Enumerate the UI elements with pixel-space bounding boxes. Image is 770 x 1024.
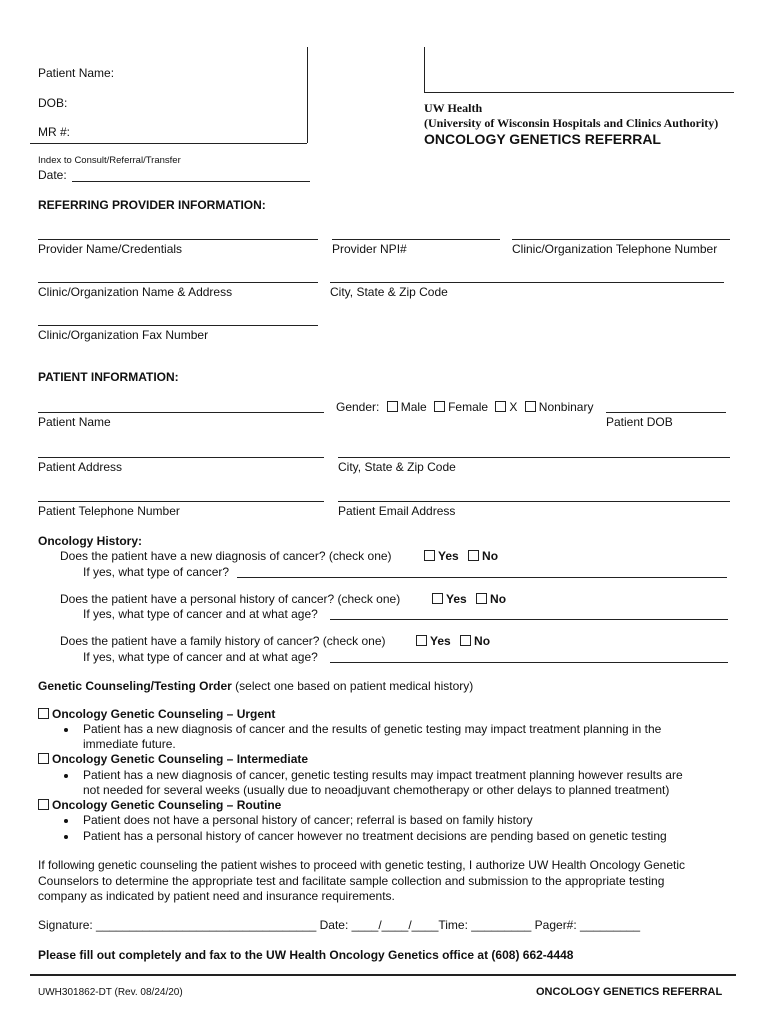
urgent-label: Oncology Genetic Counseling – Urgent	[52, 707, 276, 721]
patient-address-label: Patient Address	[38, 460, 123, 474]
patient-phone-line[interactable]	[38, 501, 324, 502]
clinic-fax-line[interactable]	[38, 325, 318, 326]
q1-follow-line[interactable]	[237, 577, 727, 578]
q2-text: Does the patient have a personal history of cancer? (check one)	[60, 592, 401, 606]
bullet	[64, 774, 68, 778]
oncology-history-heading: Oncology History:	[38, 534, 143, 548]
clinic-name-label: Clinic/Organization Name & Address	[38, 285, 233, 299]
referring-city-label: City, State & Zip Code	[330, 285, 448, 299]
q2-no-label: No	[490, 592, 507, 606]
mr-label: MR #:	[38, 125, 71, 139]
consent-line2: Counselors to determine the appropriate test and facilitate sample collection and submission to the appropriate testing	[38, 874, 665, 888]
patient-name-line[interactable]	[38, 412, 324, 413]
q2-follow-text: If yes, what type of cancer and at what age?	[83, 607, 318, 621]
q3-text: Does the patient have a family history of cancer? (check one)	[60, 634, 386, 648]
bullet	[64, 728, 68, 732]
dob-label: DOB:	[38, 96, 68, 110]
patient-email-line[interactable]	[338, 501, 730, 502]
label-box-bottom-border	[30, 143, 307, 144]
q3-yes-label: Yes	[430, 634, 451, 648]
gender-row	[336, 400, 593, 414]
provider-npi-label: Provider NPI#	[332, 242, 407, 256]
q3-follow-text: If yes, what type of cancer and at what age?	[83, 650, 318, 664]
q1-follow-text: If yes, what type of cancer?	[83, 565, 230, 579]
label-box-right-border	[307, 47, 308, 143]
gender-female-checkbox[interactable]	[434, 401, 445, 412]
bullet	[64, 835, 68, 839]
intermediate-bullet-line1: Patient has a new diagnosis of cancer, genetic testing results may impact treatment planning however results are	[83, 768, 683, 782]
patient-heading: PATIENT INFORMATION:	[38, 370, 179, 384]
q3-no-label: No	[474, 634, 491, 648]
org-box-bottom-border	[424, 92, 734, 93]
gender-nonbinary-label: Nonbinary	[538, 400, 594, 414]
consent-line3: company as indicated by patient need and insurance requirements.	[38, 889, 395, 903]
patient-name-label: Patient Name:	[38, 66, 115, 80]
q2-follow-line[interactable]	[330, 619, 728, 620]
urgent-bullet-line1: Patient has a new diagnosis of cancer and the results of genetic testing may impact treatment planning in the	[83, 722, 662, 736]
fax-instruction: Please fill out completely and fax to the UW Health Oncology Genetics office at (608) 662-4448	[38, 948, 574, 962]
patient-city-line[interactable]	[338, 457, 730, 458]
gender-nonbinary-checkbox[interactable]	[525, 401, 536, 412]
urgent-option	[38, 707, 275, 721]
order-heading-rest: (select one based on patient medical history)	[235, 679, 474, 693]
q2-no-checkbox[interactable]	[476, 593, 487, 604]
q3-no-checkbox[interactable]	[460, 635, 471, 646]
q2-yes-checkbox[interactable]	[432, 593, 443, 604]
intermediate-label: Oncology Genetic Counseling – Intermediate	[52, 752, 309, 766]
patient-dob-line[interactable]	[606, 412, 726, 413]
intermediate-option	[38, 752, 308, 766]
provider-npi-line[interactable]	[332, 239, 500, 240]
clinic-phone-line[interactable]	[512, 239, 730, 240]
q1-yes-label: Yes	[438, 549, 459, 563]
q2-yes-label: Yes	[446, 592, 467, 606]
bullet	[64, 819, 68, 823]
order-heading	[38, 679, 473, 693]
form-title: ONCOLOGY GENETICS REFERRAL	[424, 131, 661, 147]
q2-options	[432, 592, 506, 606]
footer-title: ONCOLOGY GENETICS REFERRAL	[536, 986, 723, 998]
clinic-name-line[interactable]	[38, 282, 318, 283]
gender-male-checkbox[interactable]	[387, 401, 398, 412]
routine-label: Oncology Genetic Counseling – Routine	[52, 798, 282, 812]
urgent-checkbox[interactable]	[38, 708, 49, 719]
patient-address-line[interactable]	[38, 457, 324, 458]
patient-name-field-label: Patient Name	[38, 415, 111, 429]
routine-checkbox[interactable]	[38, 799, 49, 810]
provider-name-label: Provider Name/Credentials	[38, 242, 183, 256]
q1-no-label: No	[482, 549, 499, 563]
provider-name-line[interactable]	[38, 239, 318, 240]
q1-text: Does the patient have a new diagnosis of cancer? (check one)	[60, 549, 392, 563]
gender-x-label: X	[509, 400, 518, 414]
org-name: UW Health	[424, 101, 483, 115]
patient-email-label: Patient Email Address	[338, 504, 456, 518]
intermediate-checkbox[interactable]	[38, 753, 49, 764]
clinic-phone-label: Clinic/Organization Telephone Number	[512, 242, 718, 256]
order-heading-bold: Genetic Counseling/Testing Order	[38, 679, 232, 693]
org-box-left-border	[424, 47, 425, 93]
city-state-zip-line[interactable]	[330, 282, 724, 283]
clinic-fax-label: Clinic/Organization Fax Number	[38, 328, 209, 342]
index-label: Index to Consult/Referral/Transfer	[38, 155, 181, 166]
signature-row[interactable]: Signature: _________________________________ Date: ____/____/____Time: _________ Pager#: _________	[38, 918, 641, 932]
intermediate-bullet-line2: not needed for several weeks (usually due to neoadjuvant chemotherapy or other delays to planned treatment)	[83, 783, 670, 797]
q1-options	[424, 549, 498, 563]
urgent-bullet-line2: immediate future.	[83, 737, 176, 751]
referring-heading: REFERRING PROVIDER INFORMATION:	[38, 198, 266, 212]
date-label: Date:	[38, 168, 67, 182]
routine-bullet-2: Patient has a personal history of cancer however no treatment decisions are pending based on genetic testing	[83, 829, 667, 843]
gender-x-checkbox[interactable]	[495, 401, 506, 412]
form-code: UWH301862-DT (Rev. 08/24/20)	[38, 987, 183, 998]
routine-option	[38, 798, 281, 812]
q3-follow-line[interactable]	[330, 662, 728, 663]
patient-phone-label: Patient Telephone Number	[38, 504, 180, 518]
routine-bullet-1: Patient does not have a personal history of cancer; referral is based on family history	[83, 813, 533, 827]
gender-label: Gender:	[336, 400, 380, 414]
footer-divider	[30, 974, 736, 976]
patient-dob-label: Patient DOB	[606, 415, 673, 429]
gender-male-label: Male	[400, 400, 427, 414]
consent-line1: If following genetic counseling the patient wishes to proceed with genetic testing, I authorize UW Health Oncology Genetic	[38, 858, 686, 872]
q3-options	[416, 634, 490, 648]
date-field-line[interactable]	[72, 181, 310, 182]
q3-yes-checkbox[interactable]	[416, 635, 427, 646]
gender-female-label: Female	[448, 400, 489, 414]
org-full-name: (University of Wisconsin Hospitals and Clinics Authority)	[424, 116, 719, 130]
patient-city-label: City, State & Zip Code	[338, 460, 456, 474]
q1-no-checkbox[interactable]	[468, 550, 479, 561]
q1-yes-checkbox[interactable]	[424, 550, 435, 561]
